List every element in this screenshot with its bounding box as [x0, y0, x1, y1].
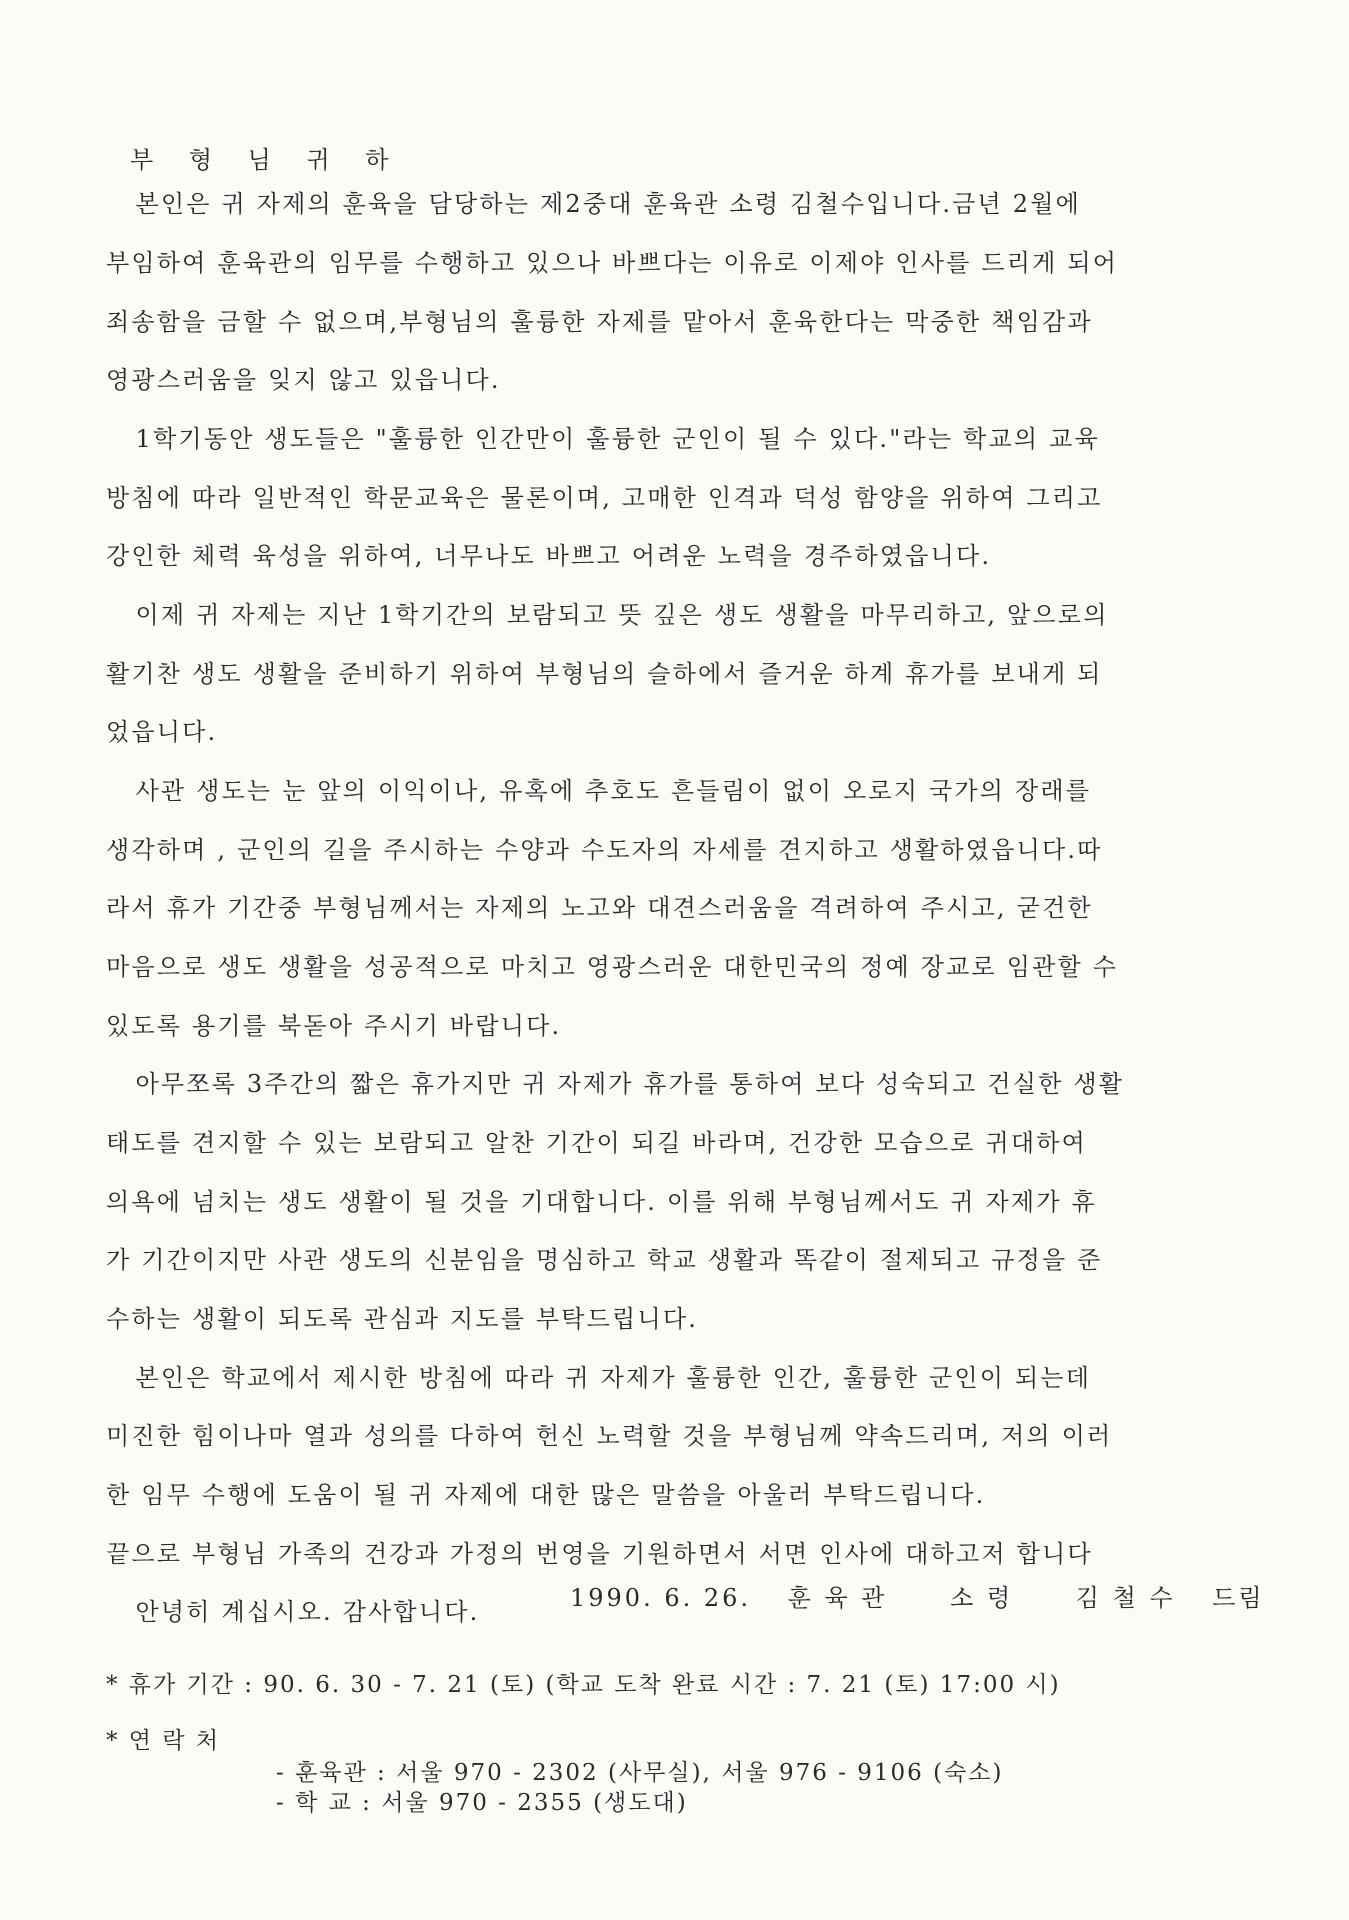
- salutation: 부 형 님 귀 하: [130, 146, 403, 174]
- body-line: 본인은 귀 자제의 훈육을 담당하는 제2중대 훈육관 소령 김철수입니다.금년 2월에: [106, 190, 1082, 218]
- body-line: 라서 휴가 기간중 부형님께서는 자제의 노고와 대견스러움을 격려하여 주시고, 굳건한: [106, 894, 1093, 922]
- contact-item: - 학 교 : 서울 970 - 2355 (생도대): [276, 1790, 688, 1816]
- signature-line: [570, 1578, 1265, 1613]
- body-line: 생각하며 , 군인의 길을 주시하는 수양과 수도자의 자세를 견지하고 생활하였읍니다.따: [106, 836, 1103, 864]
- body-line: 죄송함을 금할 수 없으며,부형님의 훌륭한 자제를 맡아서 훈육한다는 막중한 책임감과: [106, 308, 1093, 336]
- body-line: 마음으로 생도 생활을 성공적으로 마치고 영광스러운 대한민국의 정예 장교로 임관할 수: [106, 953, 1119, 981]
- signature-date: 1990. 6. 26.: [570, 1584, 752, 1612]
- body-line: 끝으로 부형님 가족의 건강과 가정의 번영을 기원하면서 서면 인사에 대하고저 합니다: [106, 1540, 1093, 1568]
- body-line: 안녕히 계십시오. 감사합니다.: [106, 1598, 480, 1626]
- body-line: 이제 귀 자제는 지난 1학기간의 보람되고 뜻 깊은 생도 생활을 마무리하고, 앞으로의: [106, 601, 1109, 629]
- body-line: 의욕에 넘치는 생도 생활이 될 것을 기대합니다. 이를 위해 부형님께서도 귀 자제가 휴: [106, 1188, 1097, 1216]
- signature-name: 김 철 수: [1075, 1584, 1176, 1612]
- body-line: 강인한 체력 육성을 위하여, 너무나도 바쁘고 어려운 노력을 경주하였읍니다.: [106, 542, 992, 570]
- body-line: 한 임무 수행에 도움이 될 귀 자제에 대한 많은 말씀을 아울러 부탁드립니다.: [106, 1481, 986, 1509]
- body-line: 미진한 힘이나마 열과 성의를 다하여 헌신 노력할 것을 부형님께 약속드리며, 저의 이러: [106, 1422, 1113, 1450]
- body-line: 방침에 따라 일반적인 학문교육은 물론이며, 고매한 인격과 덕성 함양을 위하여 그리고: [106, 484, 1103, 512]
- body-line: 있도록 용기를 북돋아 주시기 바랍니다.: [106, 1012, 562, 1040]
- body-line: 수하는 생활이 되도록 관심과 지도를 부탁드립니다.: [106, 1305, 699, 1333]
- body-line: 사관 생도는 눈 앞의 이익이나, 유혹에 추호도 흔들림이 없이 오로지 국가의 장래를: [106, 777, 1092, 805]
- body-line: 본인은 학교에서 제시한 방침에 따라 귀 자제가 훌륭한 인간, 훌륭한 군인이 되는데: [106, 1364, 1092, 1392]
- body-line: 태도를 견지할 수 있는 보람되고 알찬 기간이 되길 바라며, 건강한 모습으로 귀대하여: [106, 1129, 1088, 1157]
- body-line: 활기찬 생도 생활을 준비하기 위하여 부형님의 슬하에서 즐거운 하계 휴가를 보내게 되: [106, 660, 1103, 688]
- signature-closing: 드림: [1212, 1584, 1265, 1612]
- body-line: 부임하여 훈육관의 임무를 수행하고 있으나 바쁘다는 이유로 이제야 인사를 드리게 되어: [106, 249, 1119, 277]
- body-line: 었읍니다.: [106, 718, 218, 746]
- body-line: 가 기간이지만 사관 생도의 신분임을 명심하고 학교 생활과 똑같이 절제되고 규정을 준: [106, 1246, 1103, 1274]
- signature-rank: 소 령: [950, 1584, 1014, 1612]
- body-line: 1학기동안 생도들은 "훌륭한 인간만이 훌륭한 군인이 될 수 있다."라는 학교의 교육: [106, 425, 1100, 453]
- signature-role: 훈 육 관: [787, 1584, 888, 1612]
- leave-period: * 휴가 기간 : 90. 6. 30 - 7. 21 (토) (학교 도착 완료 시간 : 7. 21 (토) 17:00 시): [106, 1672, 1061, 1698]
- body-line: 아무쪼록 3주간의 짧은 휴가지만 귀 자제가 휴가를 통하여 보다 성숙되고 건실한 생활: [106, 1070, 1125, 1098]
- body-line: 영광스러움을 잊지 않고 있읍니다.: [106, 366, 501, 394]
- contact-heading: * 연 락 처: [106, 1728, 221, 1754]
- contact-item: - 훈육관 : 서울 970 - 2302 (사무실), 서울 976 - 9106 (숙소): [276, 1760, 1004, 1786]
